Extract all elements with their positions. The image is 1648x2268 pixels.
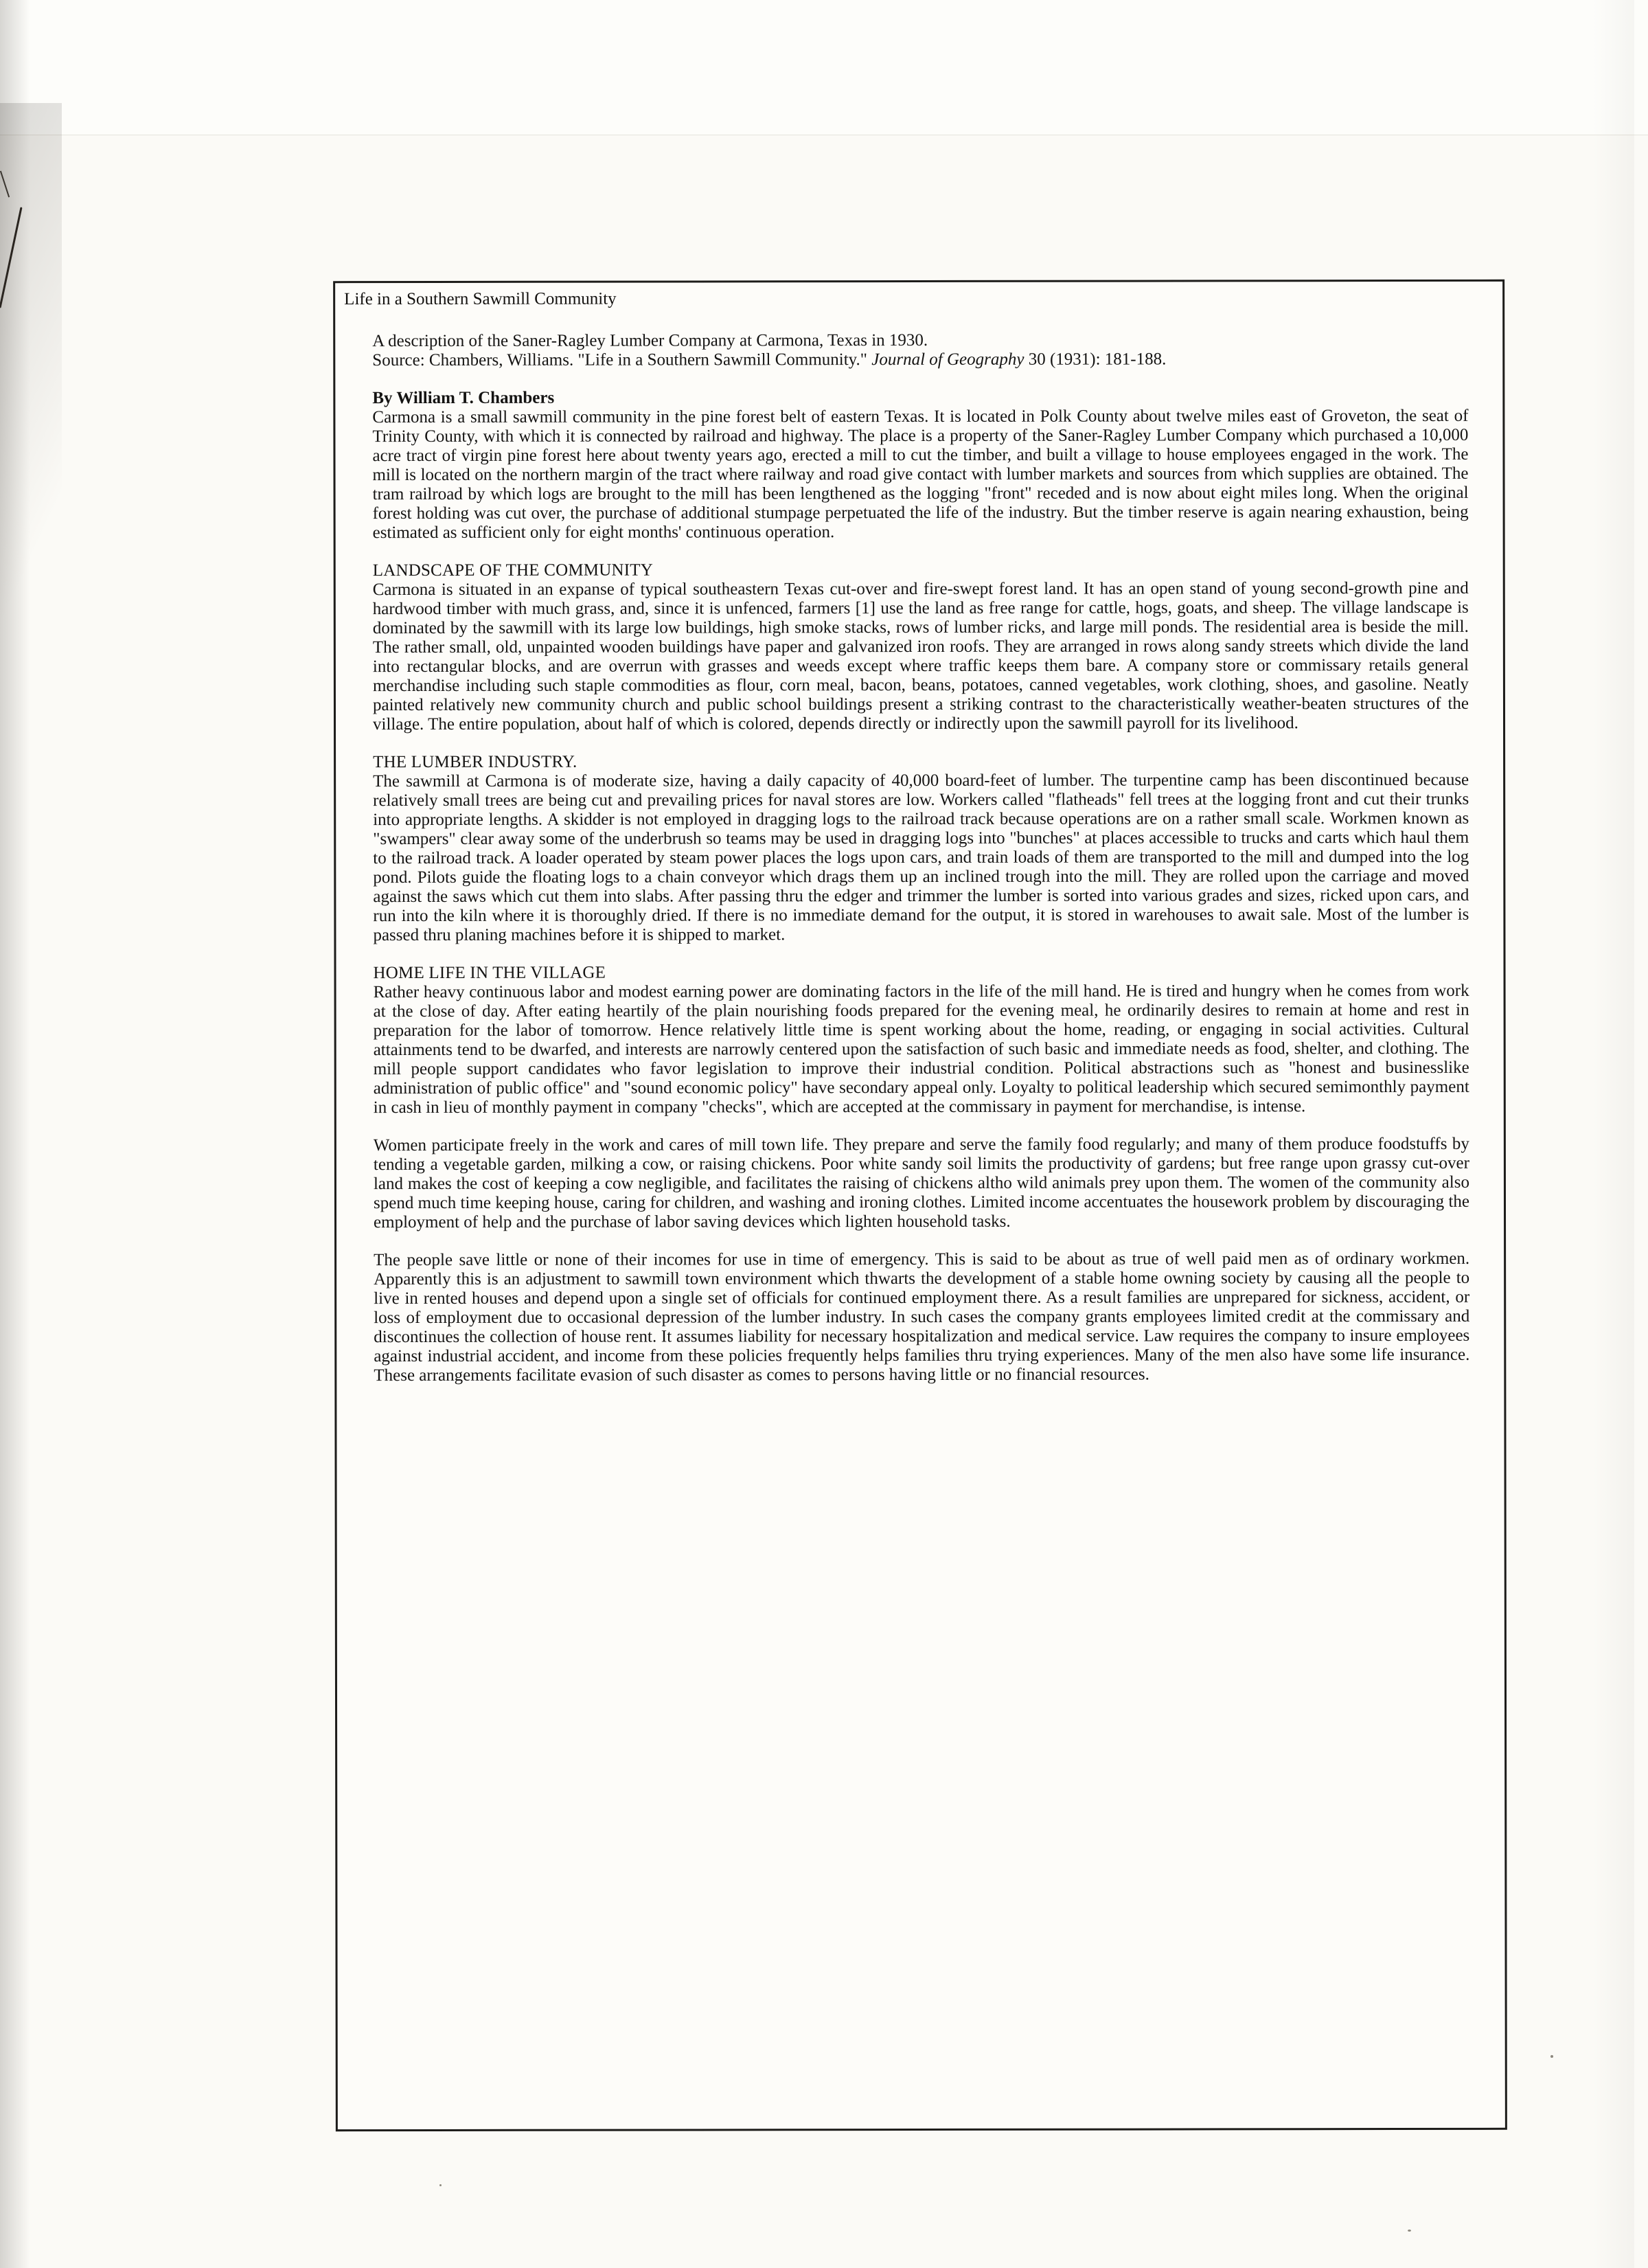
section-heading: THE LUMBER INDUSTRY.: [373, 752, 577, 772]
paragraph: Rather heavy continuous labor and modest earning power are dominating factors in the life of the mill hand. He is tired and hungry when he comes from work at the close of day. After eating heartily of the plain nourishing foods prepared for the evening meal, he ordinarily desires to remain at home and rest in preparation for the labor of tomorrow. Hence relatively little time is spent working about the home, reading, or engaging in social activities. Cultural attainments tend to be dwarfed, and interests are narrowly centered upon the satisfaction of such basic and immediate needs as food, shelter, and clothing. The mill people support candidates who favor legislation to improve their industrial condition. Political abstractions such as "honest and businesslike administration of public office" and "sound economic policy" have secondary appeal only. Loyalty to political leadership which secured semimonthly payment in cash in lieu of monthly payment in company "checks", which are accepted at the commissary in payment for merchandise, is intense.: [373, 981, 1469, 1118]
scan-speck: [439, 2184, 442, 2186]
paragraph: Carmona is situated in an expanse of typical southeastern Texas cut-over and fire-swept forest land. It has an open stand of young second-growth pine and hardwood timber with much grass, and, since it is unfenced, farmers [1] use the land as free range for cattle, hogs, goats, and sheep. The village landscape is dominated by the sawmill with its large low buildings, high smoke stacks, rows of lumber ricks, and large mill ponds. The residential area is beside the mill. The rather small, old, unpainted wooden buildings have paper and galvanized iron roofs. They are arranged in rows along sandy streets which divide the land into rectangular blocks, and are overrun with grasses and weeds except where traffic keeps them bare. A company store or commissary retails general merchandise including such staple commodities as flour, corn meal, bacon, beans, potatoes, canned vegetables, work clothing, shoes, and gasoline. Neatly painted relatively new community church and public school buildings present a striking contrast to the characteristically weather-beaten structures of the village. The entire population, about half of which is colored, depends directly or indirectly upon the sawmill payroll for its livelihood.: [372, 578, 1469, 734]
byline: By William T. Chambers: [372, 388, 555, 408]
article-description: A description of the Saner-Ragley Lumber Company at Carmona, Texas in 1930.: [372, 330, 928, 351]
section-home-life: [374, 962, 1470, 1385]
section-heading: LANDSCAPE OF THE COMMUNITY: [372, 560, 653, 580]
scan-speck: [1408, 2230, 1411, 2232]
scan-streak-right: [1593, 0, 1634, 2268]
paragraph: Women participate freely in the work and cares of mill town life. They prepare and serve the family food regularly; and many of them produce foodstuffs by tending a vegetable garden, milking a cow, or raising chickens. Poor white sandy soil limits the productivity of gardens; but free range upon grassy cut-over land makes the cost of keeping a cow negligible, and facilitates the raising of chickens altho wild animals prey upon them. The women of the community also spend much time keeping house, caring for children, and washing and ironing clothes. Limited income accentuates the housework problem by discouraging the employment of help and the purchase of labor saving devices which lighten household tasks.: [373, 1134, 1470, 1232]
source-line: [372, 350, 1468, 370]
section-landscape: [373, 560, 1469, 734]
source-prefix: Source: Chambers, Williams. "Life in a Southern Sawmill Community.": [372, 350, 872, 370]
article-title: Life in a Southern Sawmill Community: [344, 289, 617, 309]
scan-speck: [1550, 2055, 1553, 2058]
paragraph: The sawmill at Carmona is of moderate size, having a daily capacity of 40,000 board-feet of lumber. The turpentine camp has been discontinued because relatively small trees are being cut and prevailing prices for naval stores are low. Workers called "flatheads" fell trees at the logging front and cut their trunks into appropriate lengths. A skidder is not employed in dragging logs to the railroad track because operations are on a rather small scale. Workmen known as "swampers" clear away some of the underbrush so teams may be used in dragging logs into "bunches" at places accessible to trucks and carts which haul them to the railroad track. A loader operated by steam power places the logs upon cars, and train loads of them are transported to the mill and dumped into the log pond. Pilots guide the floating logs to a chain conveyor which drags them up an inclined trough into the mill. They are rolled upon the carriage and moved against the saws which cut them into slabs. After passing thru the edger and trimmer the lumber is sorted into various grades and sizes, ricked upon cars, and run into the kiln where it is thoroughly dried. If there is no immediate demand for the output, it is stored in warehouses to await sale. Most of the lumber is passed thru planing machines before it is shipped to market.: [373, 770, 1469, 945]
article-frame: [333, 280, 1507, 2131]
intro-block: [372, 387, 1468, 543]
paragraph: The people save little or none of their incomes for use in time of emergency. This is said to be about as true of well paid men as of ordinary workmen. Apparently this is an adjustment to sawmill town environment which thwarts the development of a stable home owning society by causing all the people to live in rented houses and depend upon a single set of officials for continued employment there. As a result families are unprepared for sickness, accident, or loss of employment due to occasional depression of the lumber industry. In such cases the company grants employees limited credit at the commissary and discontinues the collection of house rent. It assumes liability for necessary hospitalization and medical service. Law requires the company to insure employees against industrial accident, and income from these policies frequently helps families thru trying experiences. Many of the men also have some life insurance. These arrangements facilitate evasion of such disaster as comes to persons having little or no financial resources.: [374, 1249, 1470, 1385]
section-heading: HOME LIFE IN THE VILLAGE: [373, 963, 606, 983]
paper-top-edge: [0, 0, 1648, 135]
source-suffix: 30 (1931): 181-188.: [1024, 350, 1167, 369]
section-lumber-industry: [373, 751, 1469, 945]
intro-paragraph: Carmona is a small sawmill community in the pine forest belt of eastern Texas. It is located in Polk County about twelve miles east of Groveton, the seat of Trinity County, with which it is connected by railroad and highway. The place is a property of the Saner-Ragley Lumber Company which purchased a 10,000 acre tract of virgin pine forest here about twenty years ago, erected a mill to cut the timber, and built a village to house employees engaged in the work. The mill is located on the northern margin of the tract where railway and road give contact with lumber markets and sources from which supplies are obtained. The tram railroad by which logs are brought to the mill has been lengthened as the logging "front" receded and is now about eight miles long. When the original forest holding was cut over, the purchase of additional stumpage perpetuated the life of the industry. But the timber reserve is again nearing exhaustion, being estimated as sufficient only for eight months' continuous operation.: [372, 406, 1469, 543]
journal-name: Journal of Geography: [871, 350, 1025, 370]
article-content: [372, 330, 1469, 1385]
